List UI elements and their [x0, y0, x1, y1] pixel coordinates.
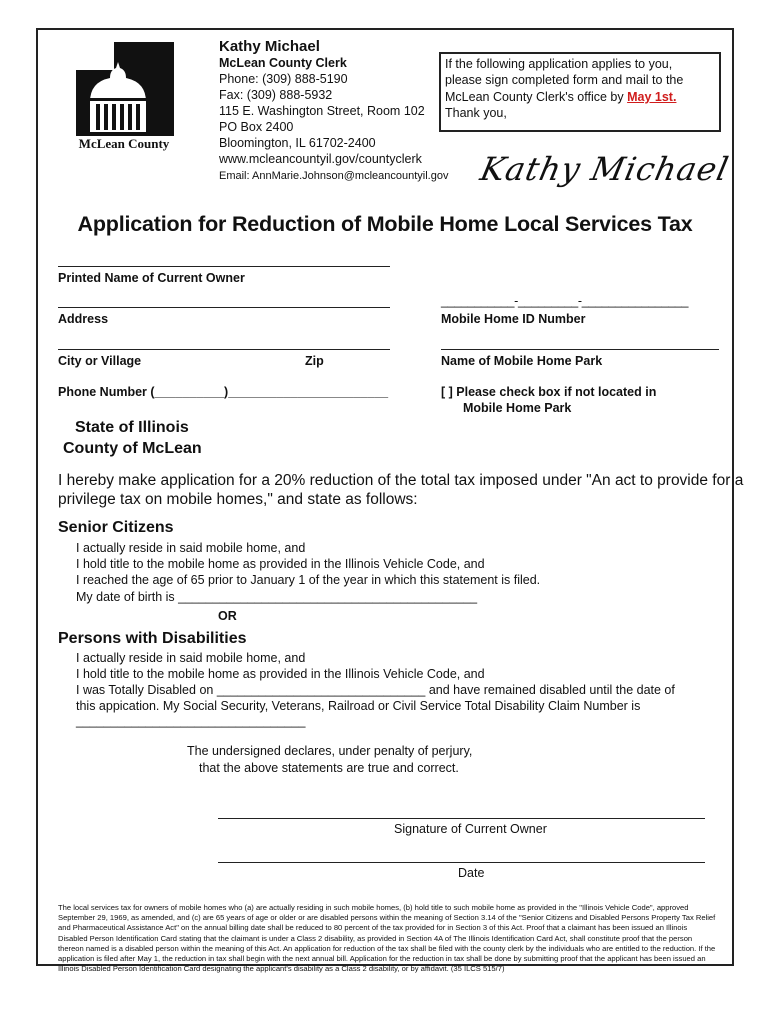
clerk-signature	[477, 146, 733, 194]
notice-line-3: McLean County Clerk's office by May 1st.	[445, 89, 677, 104]
mobile-home-id-blank[interactable]: ___________-_________-________________	[441, 294, 689, 308]
page-title: Application for Reduction of Mobile Home Local Services Tax	[77, 212, 693, 236]
application-line-2: privilege tax on mobile homes," and state as follows:	[58, 491, 418, 508]
printed-name-line[interactable]	[58, 266, 390, 267]
notice-thanks: Thank you,	[445, 105, 507, 120]
city-zip-line[interactable]	[58, 349, 390, 350]
printed-name-label: Printed Name of Current Owner	[58, 271, 245, 285]
address-label: Address	[58, 312, 109, 326]
park-name-line[interactable]	[441, 349, 719, 350]
date-of-birth-field[interactable]: My date of birth is ___________________________________________	[76, 590, 478, 604]
disabled-line-2: I hold title to the mobile home as provided in the Illinois Vehicle Code, and	[76, 667, 485, 681]
owner-signature-line[interactable]	[218, 818, 705, 819]
state-label: State of Illinois	[75, 419, 189, 436]
clerk-street: 115 E. Washington Street, Room 102	[219, 104, 425, 118]
senior-line-3: I reached the age of 65 prior to January 1 of the year in which this statement is filed.	[76, 573, 541, 587]
or-separator: OR	[218, 609, 237, 623]
clerk-email[interactable]: Email: AnnMarie.Johnson@mcleancountyil.gov	[219, 170, 449, 182]
clerk-fax: Fax: (309) 888-5932	[219, 88, 333, 102]
mobile-home-id-label: Mobile Home ID Number	[441, 312, 586, 326]
signature-label: Signature of Current Owner	[394, 822, 547, 836]
notice-line-2: please sign completed form and mail to the	[445, 73, 684, 88]
zip-label: Zip	[305, 354, 324, 368]
not-in-park-checkbox[interactable]: [ ] Please check box if not located in	[441, 385, 657, 399]
declaration-line-2: that the above statements are true and correct.	[199, 761, 459, 775]
deadline: May 1st.	[627, 89, 677, 104]
declaration-line-1: The undersigned declares, under penalty of perjury,	[187, 744, 473, 758]
phone-number-field[interactable]: Phone Number (__________)_______________________	[58, 385, 389, 399]
city-label: City or Village	[58, 354, 142, 368]
clerk-name: Kathy Michael	[219, 38, 320, 55]
notice-box	[439, 52, 721, 132]
clerk-pobox: PO Box 2400	[219, 120, 294, 134]
disabled-line-1: I actually reside in said mobile home, and	[76, 651, 306, 665]
mclean-county-logo	[68, 40, 180, 152]
application-line-1: I hereby make application for a 20% reduction of the total tax imposed under "An act to provide for a	[58, 472, 744, 489]
county-label: County of McLean	[63, 440, 202, 457]
senior-line-1: I actually reside in said mobile home, and	[76, 541, 306, 555]
claim-number-field[interactable]: _________________________________	[76, 714, 306, 728]
disabled-heading: Persons with Disabilities	[58, 630, 247, 647]
logo-text: McLean County	[78, 136, 170, 151]
date-label: Date	[458, 866, 485, 880]
clerk-phone: Phone: (309) 888-5190	[219, 72, 348, 86]
clerk-website[interactable]: www.mcleancountyil.gov/countyclerk	[219, 152, 422, 166]
park-name-label: Name of Mobile Home Park	[441, 354, 603, 368]
fine-print: The local services tax for owners of mobile homes who (a) are actually residing in such mobile homes, (b) hold title to such mobile home as provided in the "Illinois Vehicle Code", approved September 29, 1969, as amended, and (c) are 65 years of age or older or are disabled persons within the meaning of Section 3.14 of the "Senior Citizens and Disabled Persons Property Tax Relief and Pharmaceutical Assistance Act" on the annual billing date shall be reduced to 80 percent of the tax provided for in Section 3 of this Act. Proof that a claimant has been issued an Illinois Disabled Person Identification Card stating that the claimant is under a Class 2 disability, as provided in Section 4A of The Illinois Identification Card Act, shall constitute proof that the person thereon named is a disabled person within the meaning of this Act. An application for reduction of the tax shall be filed with the county clerk by the individuals who are entitled to the reduction. If the application is filed after May 1, the reduction in tax shall begin with the next annual bill. Application for the reduction in tax shall be done by submitting proof that the applicant has been issued an Illinois Disabled Person Identification Card designating the applicant's disability as a Class 2 disability, or by affidavit. (35 ILCS 515/7)	[58, 903, 716, 974]
clerk-city: Bloomington, IL 61702-2400	[219, 136, 376, 150]
disabled-date-field[interactable]: I was Totally Disabled on ______________________________ and have remained disabled until the date of	[76, 683, 675, 697]
notice-line-1: If the following application applies to you,	[445, 57, 673, 71]
senior-line-2: I hold title to the mobile home as provided in the Illinois Vehicle Code, and	[76, 557, 485, 571]
not-in-park-label: Mobile Home Park	[463, 401, 572, 415]
address-line[interactable]	[58, 307, 390, 308]
disabled-line-4: this appication. My Social Security, Veterans, Railroad or Civil Service Total Disability Claim Number is	[76, 699, 641, 713]
clerk-office: McLean County Clerk	[219, 56, 347, 70]
senior-heading: Senior Citizens	[58, 519, 174, 536]
date-line[interactable]	[218, 862, 705, 863]
svg-text:Kathy Michael: Kathy Michael	[477, 150, 733, 188]
